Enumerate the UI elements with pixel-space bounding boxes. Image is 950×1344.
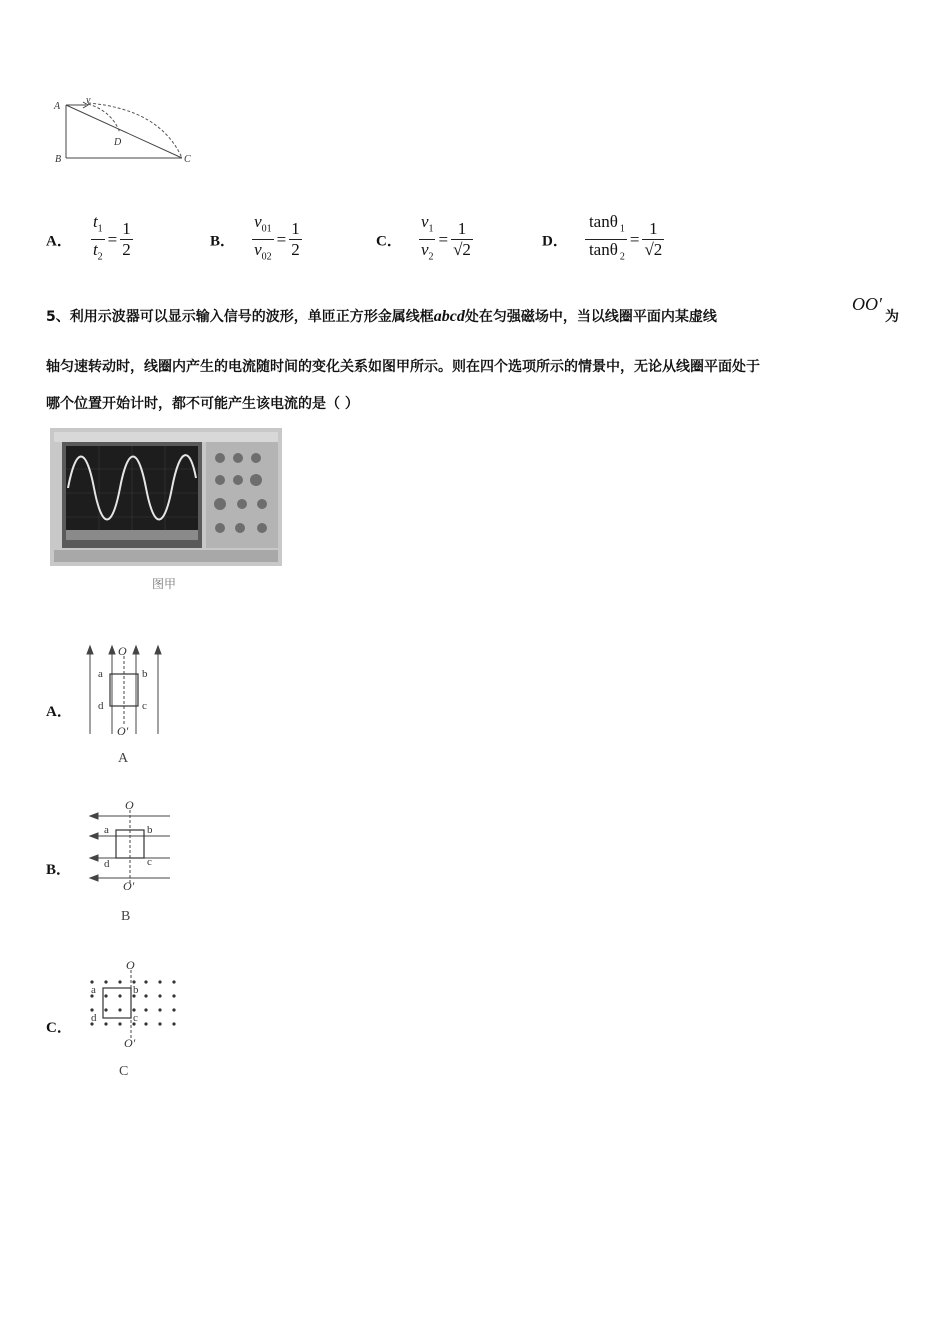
lhs-fraction (419, 212, 436, 268)
corner-c: c (142, 700, 147, 712)
rhs-denominator: 2 (291, 240, 300, 260)
q5-axis-label: OO′ (852, 294, 882, 314)
numerator-sub: 01 (261, 223, 272, 235)
q4-option-a[interactable]: A． $\frac{t_1}{t_2}$ = $\frac{1}{2}$ (46, 212, 133, 268)
q5-option-b-label[interactable]: B． (46, 862, 72, 878)
corner-a: a (98, 668, 103, 680)
rhs-denominator: √2 (644, 240, 663, 260)
q4-option-d[interactable]: D． $\frac{\tan\theta _1}{\tan\theta _2}$ = $\frac{1}{√2}$ (542, 212, 664, 268)
corner-b: b (142, 668, 148, 680)
denominator-sub: 2 (619, 251, 625, 263)
corner-c: c (147, 856, 152, 868)
rhs-numerator: 1 (291, 219, 300, 239)
line-ac (66, 105, 182, 158)
rhs-numerator: 1 (649, 219, 658, 239)
q5-option-a-label[interactable]: A． (46, 704, 72, 720)
label-a: A (54, 101, 61, 112)
lhs-fraction (585, 212, 627, 268)
option-c-figure[interactable] (84, 954, 180, 1052)
screen-status-bar (66, 530, 198, 540)
option-b-caption: B (121, 909, 131, 924)
corner-c: c (133, 1012, 138, 1024)
q4-option-c[interactable]: C． $\frac{v_1}{v_2}$ = $\frac{1}{√2}$ (376, 212, 473, 268)
square-coil (103, 988, 131, 1018)
option-label: D． (542, 233, 568, 250)
corner-b: b (133, 984, 139, 996)
corner-d: d (91, 1012, 97, 1024)
label-c: C (184, 154, 191, 165)
corner-d: d (98, 700, 104, 712)
label-b: B (55, 154, 62, 165)
numerator: v (254, 212, 262, 231)
o-bottom-label: O′ (117, 724, 129, 738)
corner-d: d (104, 858, 110, 870)
lhs-fraction (91, 212, 105, 268)
trajectory-figure (50, 95, 200, 167)
rhs-numerator: 1 (122, 219, 131, 239)
top-bezel (54, 432, 278, 442)
option-label: B． (210, 233, 236, 250)
o-top-label: O (126, 958, 135, 972)
corner-a: a (91, 984, 96, 996)
denominator-sub: 2 (428, 251, 434, 263)
q4-options (46, 212, 746, 262)
field-lines-vertical (87, 646, 161, 734)
q5-option-c-label[interactable]: C． (46, 1020, 72, 1036)
bottom-bezel (54, 550, 278, 562)
denominator: tanθ (588, 240, 618, 260)
lhs-fraction (252, 212, 274, 268)
oscilloscope-photo (50, 428, 282, 566)
corner-b: b (147, 824, 153, 836)
label-v: v (86, 95, 91, 106)
denominator: v (420, 240, 429, 260)
q5-text-a: 5、利用示波器可以显示输入信号的波形，单匝正方形金属线框 (46, 309, 434, 325)
q5-line-3: 哪个位置开始计时，都不可能产生该电流的是（ ） (46, 396, 359, 412)
denominator: v (254, 240, 262, 260)
inner-trajectory (88, 104, 120, 133)
option-c-caption: C (119, 1064, 129, 1079)
o-bottom-label: O′ (123, 879, 135, 893)
numerator: tanθ (588, 212, 618, 231)
option-label: C． (376, 233, 402, 250)
numerator: t (92, 212, 98, 231)
q5-coil-name: abcd (433, 308, 465, 325)
rhs-fraction (451, 219, 473, 260)
option-a-caption: A (118, 751, 129, 766)
numerator-sub: 1 (97, 223, 103, 235)
denominator: t (92, 240, 98, 260)
corner-a: a (104, 824, 109, 836)
q5-line-2: 轴匀速转动时，线圈内产生的电流随时间的变化关系如图甲所示。则在四个选项所示的情景中，无论从线圈平面处于 (46, 359, 760, 375)
outer-trajectory (88, 103, 182, 158)
o-top-label: O (118, 644, 127, 658)
numerator-sub: 1 (619, 223, 625, 235)
numerator: v (420, 212, 429, 231)
option-b-figure[interactable] (86, 796, 176, 894)
rhs-numerator: 1 (457, 219, 467, 239)
q4-option-b[interactable]: B． $\frac{v_{01}}{v_{02}}$ = $\frac{1}{2}$ (210, 212, 302, 268)
rhs-fraction (642, 219, 664, 260)
q5-line-1 (46, 307, 717, 327)
label-d: D (114, 137, 122, 148)
denominator-sub: 2 (97, 251, 103, 263)
square-coil (116, 830, 144, 858)
rhs-denominator: √2 (453, 240, 471, 260)
numerator-sub: 1 (428, 223, 434, 235)
rhs-denominator: 2 (122, 240, 131, 260)
q5-text-c: 为 (885, 309, 899, 325)
q5-text-b: 处在匀强磁场中，当以线圈平面内某虚线 (464, 309, 717, 325)
figure-caption: 图甲 (152, 577, 177, 591)
rhs-fraction (289, 219, 302, 260)
o-top-label: O (125, 798, 134, 812)
denominator-sub: 02 (261, 251, 272, 263)
o-bottom-label: O′ (124, 1036, 136, 1050)
rhs-fraction (120, 219, 133, 260)
option-label: A． (46, 233, 72, 250)
option-a-figure[interactable] (80, 642, 170, 738)
